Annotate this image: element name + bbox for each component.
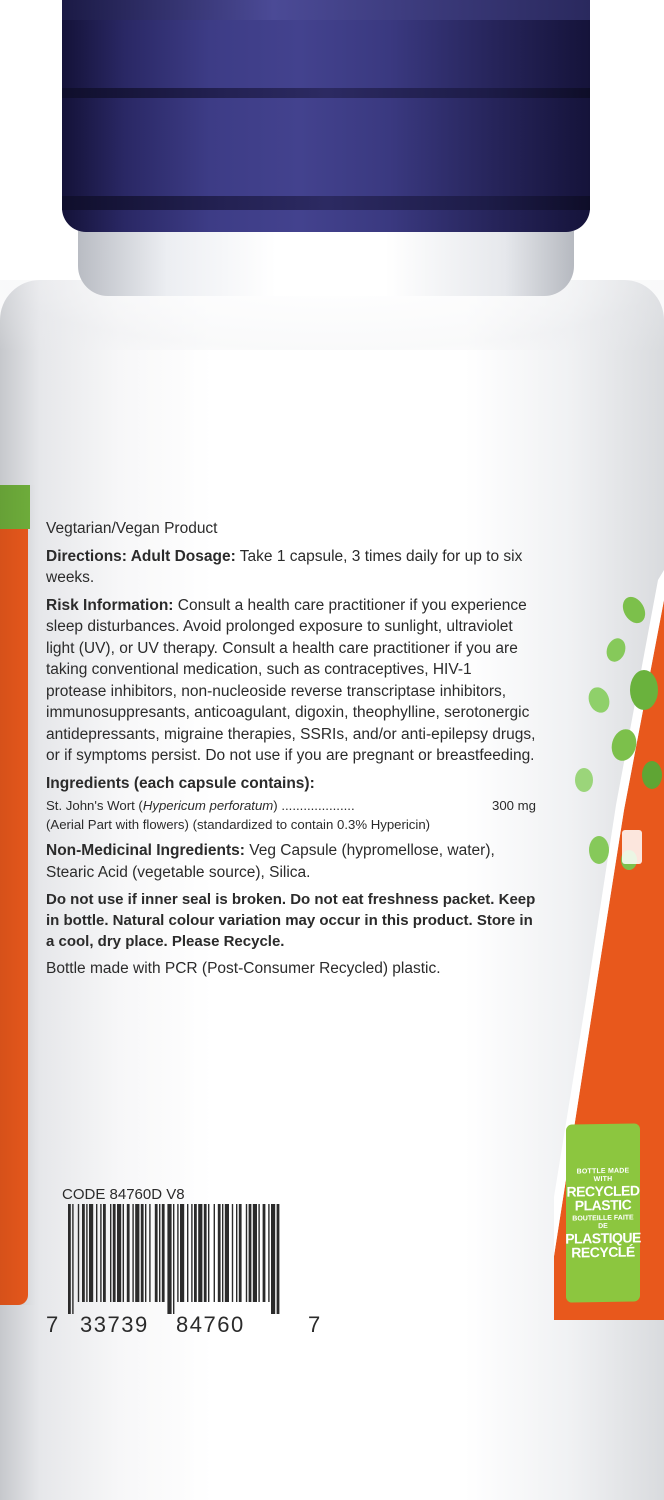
- ingredient-row: [46, 796, 536, 815]
- barcode-digits-group-2: 84760: [176, 1312, 245, 1337]
- pcr-note: [46, 958, 536, 980]
- barcode-bar: [194, 1204, 197, 1302]
- storage-warning: [46, 889, 536, 952]
- barcode-bar: [214, 1204, 215, 1302]
- barcode-bar: [82, 1204, 85, 1302]
- barcode-bar: [86, 1204, 87, 1302]
- barcode-bar: [132, 1204, 133, 1302]
- badge-line-2: RECYCLED: [566, 1181, 640, 1200]
- ingredient-note-text: (Aerial Part with flowers) (standardized to contain 0.3% Hypericin): [46, 817, 431, 832]
- barcode-bar: [149, 1204, 150, 1302]
- product-code: CODE 84760D V8: [62, 1186, 185, 1203]
- barcode-bar: [191, 1204, 192, 1302]
- barcode-bar: [96, 1204, 97, 1302]
- ingredient-latin: Hypericum perforatum: [142, 798, 274, 813]
- barcode-bar: [225, 1204, 229, 1302]
- cap-groove: [62, 88, 590, 98]
- directions-label: Directions: Adult Dosage:: [46, 547, 236, 565]
- barcode-bar: [277, 1204, 280, 1314]
- barcode-bar: [162, 1204, 165, 1302]
- label-left-orange-panel: [0, 485, 28, 1305]
- barcode-bar: [222, 1204, 223, 1302]
- barcode-bar: [249, 1204, 252, 1302]
- ingredients-heading: Ingredients (each capsule contains):: [46, 774, 315, 792]
- badge-line-5: PLASTIQUE: [565, 1228, 641, 1247]
- risk-label: Risk Information:: [46, 596, 174, 614]
- non-medicinal-label: Non-Medicinal Ingredients:: [46, 842, 245, 859]
- wedge-text-mark: [622, 830, 642, 864]
- barcode-bar: [173, 1204, 174, 1314]
- leaf-icon: [603, 636, 628, 665]
- leaf-icon: [618, 593, 649, 627]
- cap-rim: [62, 0, 590, 20]
- cap-groove-lower: [62, 196, 590, 210]
- ingredient-name-prefix: St. John's Wort (: [46, 798, 143, 813]
- barcode-bar: [155, 1204, 158, 1302]
- badge-line-1: BOTTLE MADE WITH: [576, 1167, 630, 1183]
- barcode-bar: [263, 1204, 266, 1302]
- badge-line-4: BOUTEILLE FAITE DE: [572, 1213, 634, 1230]
- barcode-bar: [236, 1204, 237, 1302]
- barcode-bar: [180, 1204, 184, 1302]
- barcode-bar: [89, 1204, 93, 1302]
- vegetarian-line: [46, 518, 536, 540]
- ingredients-heading-line: [46, 773, 536, 795]
- ingredient-name: [46, 796, 355, 815]
- barcode-bar: [204, 1204, 207, 1302]
- badge-line-3: PLASTIC: [574, 1196, 632, 1213]
- barcode-bar: [167, 1204, 171, 1314]
- leaf-icon: [630, 670, 658, 710]
- ingredient-note: [46, 815, 536, 834]
- barcode-bar: [246, 1204, 247, 1302]
- leaf-icon: [642, 761, 662, 789]
- barcode-digits-group-1: 33739: [80, 1312, 149, 1337]
- barcode-bar: [218, 1204, 221, 1302]
- risk-information: [46, 595, 536, 767]
- barcode-bar: [103, 1204, 106, 1302]
- barcode-bar: [68, 1204, 71, 1314]
- barcode-bar: [198, 1204, 202, 1302]
- directions-text: Take 1 capsule, 3 times daily for up to six weeks.: [46, 547, 523, 586]
- barcode-bar: [113, 1204, 116, 1302]
- leaf-icon: [589, 836, 609, 864]
- barcode-bar: [268, 1204, 269, 1302]
- barcode: [64, 1204, 282, 1314]
- barcode-bar: [232, 1204, 233, 1302]
- barcode-digit-left: 7: [46, 1312, 60, 1337]
- directions: [46, 546, 536, 589]
- barcode-bar: [239, 1204, 242, 1302]
- barcode-bar: [117, 1204, 121, 1302]
- barcode-bar: [271, 1204, 275, 1314]
- barcode-bar: [127, 1204, 130, 1302]
- barcode-bar: [253, 1204, 257, 1302]
- barcode-bar: [72, 1204, 73, 1314]
- barcode-bar: [177, 1204, 178, 1302]
- barcode-bar: [123, 1204, 124, 1302]
- label-text-block: [46, 518, 536, 986]
- vegetarian-text: Vegtarian/Vegan Product: [46, 520, 218, 537]
- leaf-icon: [575, 768, 593, 792]
- barcode-bar: [78, 1204, 79, 1302]
- barcode-digit-right: 7: [308, 1312, 322, 1337]
- risk-text: Consult a health care practitioner if you experience sleep disturbances. Avoid prolonged exposure to sunlight, ultraviolet light (UV), or UV therapy. Consult a health care practitioner if you are taking conventional medication, such as contraceptives, HIV-1 protease inhibitors, non-nucleoside reverse transcriptase inhibitors, immunosuppresants, anticoagulant, digoxin, theophylline, serotonergic antidepressants, migraine therapies, SSRIs, and/or anti-epilepsy drugs, or if symptoms persist. Do not use if you are pregnant or breastfeeding.: [46, 596, 536, 764]
- badge-line-6: RECYCLÉ: [571, 1242, 635, 1261]
- storage-warning-text: Do not use if inner seal is broken. Do not eat freshness packet. Keep in bottle. Natural colour variation may occur in this product. Store in a cool, dry place. Please Recycle.: [46, 891, 536, 950]
- barcode-bar: [208, 1204, 209, 1302]
- barcode-bar: [258, 1204, 259, 1302]
- barcode-bar: [100, 1204, 101, 1302]
- barcode-bar: [187, 1204, 188, 1302]
- non-medicinal-text: Veg Capsule (hypromellose, water), Stearic Acid (vegetable source), Silica.: [46, 842, 495, 881]
- ingredient-amount: 300 mg: [492, 798, 536, 813]
- barcode-bar: [110, 1204, 111, 1302]
- barcode-bar: [135, 1204, 139, 1302]
- label-left-green-panel: [0, 485, 30, 529]
- non-medicinal-ingredients: [46, 840, 536, 883]
- recycled-plastic-badge: [566, 1123, 640, 1302]
- barcode-bar: [141, 1204, 144, 1302]
- barcode-bar: [145, 1204, 146, 1302]
- barcode-bar: [159, 1204, 160, 1302]
- pcr-text: Bottle made with PCR (Post-Consumer Recycled) plastic.: [46, 960, 441, 977]
- leaf-icon: [585, 684, 613, 715]
- ingredient-name-suffix: ) ....................: [273, 798, 355, 813]
